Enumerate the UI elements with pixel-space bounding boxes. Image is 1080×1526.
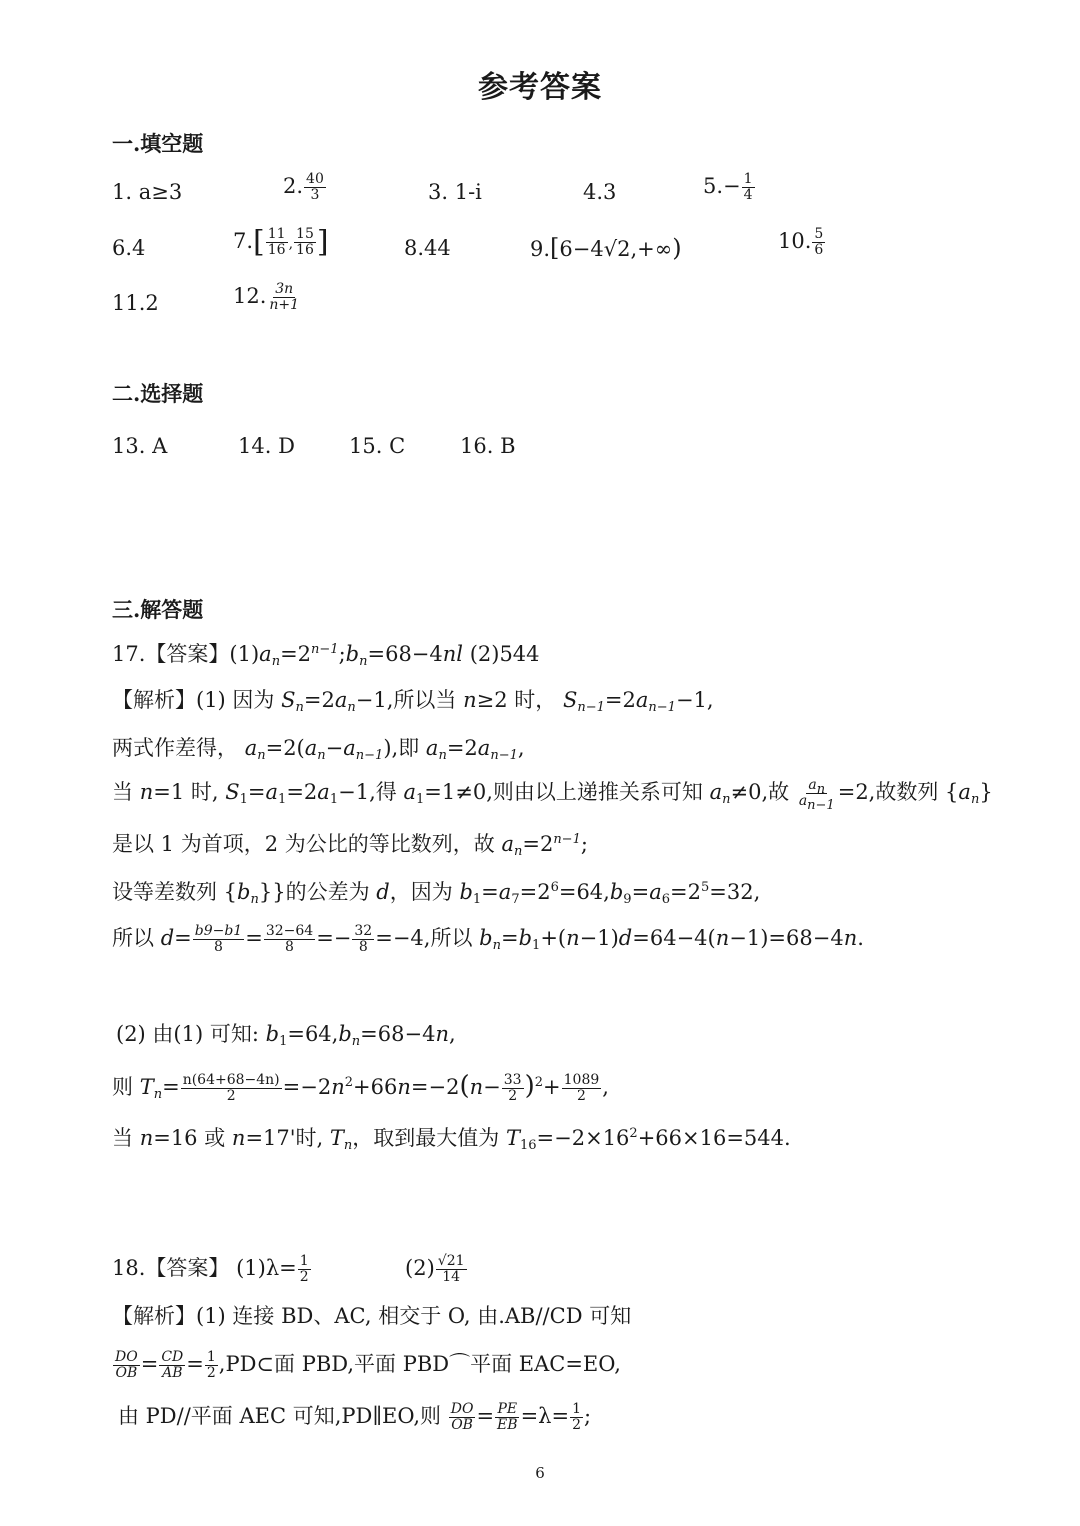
choice-answer-14: 14. D	[238, 434, 295, 458]
fill-answer-4: 4.3	[583, 180, 617, 204]
q17-solution-line-3: 当 n=1 时, $S_1=a_1=2a_1-1$,得 $a_1=1\ne 0$,则由以上递推关系可知 $a_n\ne 0$,故 $\frac{a_n}{a_{n-1}}$ =2,故数列 $\{a_n\}$	[112, 777, 993, 813]
fill-answer-2: 2. $\frac{40}{3}$	[283, 171, 324, 203]
page-title: 参考答案	[478, 70, 602, 105]
fill-answer-9: 9.[6−4√2,+∞)	[530, 234, 682, 262]
choice-answer-16: 16. B	[460, 434, 516, 458]
section-choice-heading: 二.选择题	[112, 381, 204, 406]
q17-solution-line-6: 所以 d= $\frac{b9-b1}{8}$ = $\frac{32-64}{8}$ =− $\frac{32}{8}$ =−4,所以 $b_n=b_1+(n-1)d=64-4(n-1)=68-4n$.	[112, 923, 864, 955]
q18-solution-line-3: 由 PD//平面 AEC 可知,PD∥EO,则 $\frac{DO}{OB}$ = $\frac{PE}{EB}$ =λ= $\frac{1}{2}$ ;	[118, 1401, 592, 1433]
q18-answer-line: 18.【答案】 (1)λ= $\frac{1}{2}$ (2) $\frac{√21}{14}$	[112, 1253, 465, 1285]
fill-answer-11: 11.2	[112, 291, 159, 315]
q18-solution-line-1: 【解析】(1) 连接 BD、AC, 相交于 O, 由.AB//CD 可知	[112, 1304, 632, 1328]
choice-answer-15: 15. C	[349, 434, 406, 458]
q17-solution-line-5: 设等差数列 $\{b_n\}$}的公差为 d，因为 $b_1=a_7=2^6=64,b_9=a_6=2^5=32$,	[112, 880, 761, 907]
fill-answer-6: 6.4	[112, 236, 146, 260]
choice-answer-13: 13. A	[112, 434, 168, 458]
fill-answer-8: 8.44	[404, 236, 451, 260]
q17-part2-line-3: 当 n=16 或 n=17'时, $T_n$，取到最大值为 $T_{16}=-2\times 16^2+66\times 16=544$.	[112, 1126, 791, 1153]
q17-part2-line-1: (2) 由(1) 可知: $b_1=64,b_n=68-4n$,	[116, 1022, 456, 1049]
q17-solution-line-1: 【解析】(1) 因为 $S_n=2a_n-1$,所以当 n≥2 时， $S_{n-1}=2a_{n-1}-1$,	[112, 688, 714, 715]
section-fill-heading: 一.填空题	[112, 131, 204, 156]
fill-answer-7: 7.[ $\frac{11}{16}$ , $\frac{15}{16}$ ]	[233, 224, 329, 260]
fill-answer-5: 5.− $\frac{1}{4}$	[703, 171, 753, 203]
q17-solution-line-2: 两式作差得， $a_n=2(a_n-a_{n-1})$,即 $a_n=2a_{n-1}$,	[112, 736, 525, 763]
fill-answer-10: 10. $\frac{5}{6}$	[778, 226, 824, 258]
fill-answer-3: 3. 1-i	[428, 180, 482, 204]
q17-answer-line: 17.【答案】$(1)a_n=2^{n-1};b_n=68-4nl$ (2)544	[112, 642, 540, 669]
section-solve-heading: 三.解答题	[112, 597, 204, 622]
q17-part2-line-2: 则 $T_n=$ $\frac{n(64+68-4n)}{2}$ $=-2n^2+66n=-2(n-$ $\frac{33}{2}$ )$^2$+ $\frac{1089}{2}$ ,	[112, 1071, 609, 1104]
q17-solution-line-4: 是以 1 为首项，2 为公比的等比数列，故 $a_n=2^{n-1}$;	[112, 832, 588, 859]
page-number: 6	[535, 1464, 545, 1482]
fill-answer-1: 1. a≥3	[112, 180, 183, 204]
q18-solution-line-2: $\frac{DO}{OB}$ = $\frac{CD}{AB}$ = $\frac{1}{2}$ ,PD⊂面 PBD,平面 PBD⌒平面 EAC=EO,	[115, 1349, 621, 1381]
fill-answer-12: 12. $\frac{3n}{n+1}$	[233, 281, 300, 313]
